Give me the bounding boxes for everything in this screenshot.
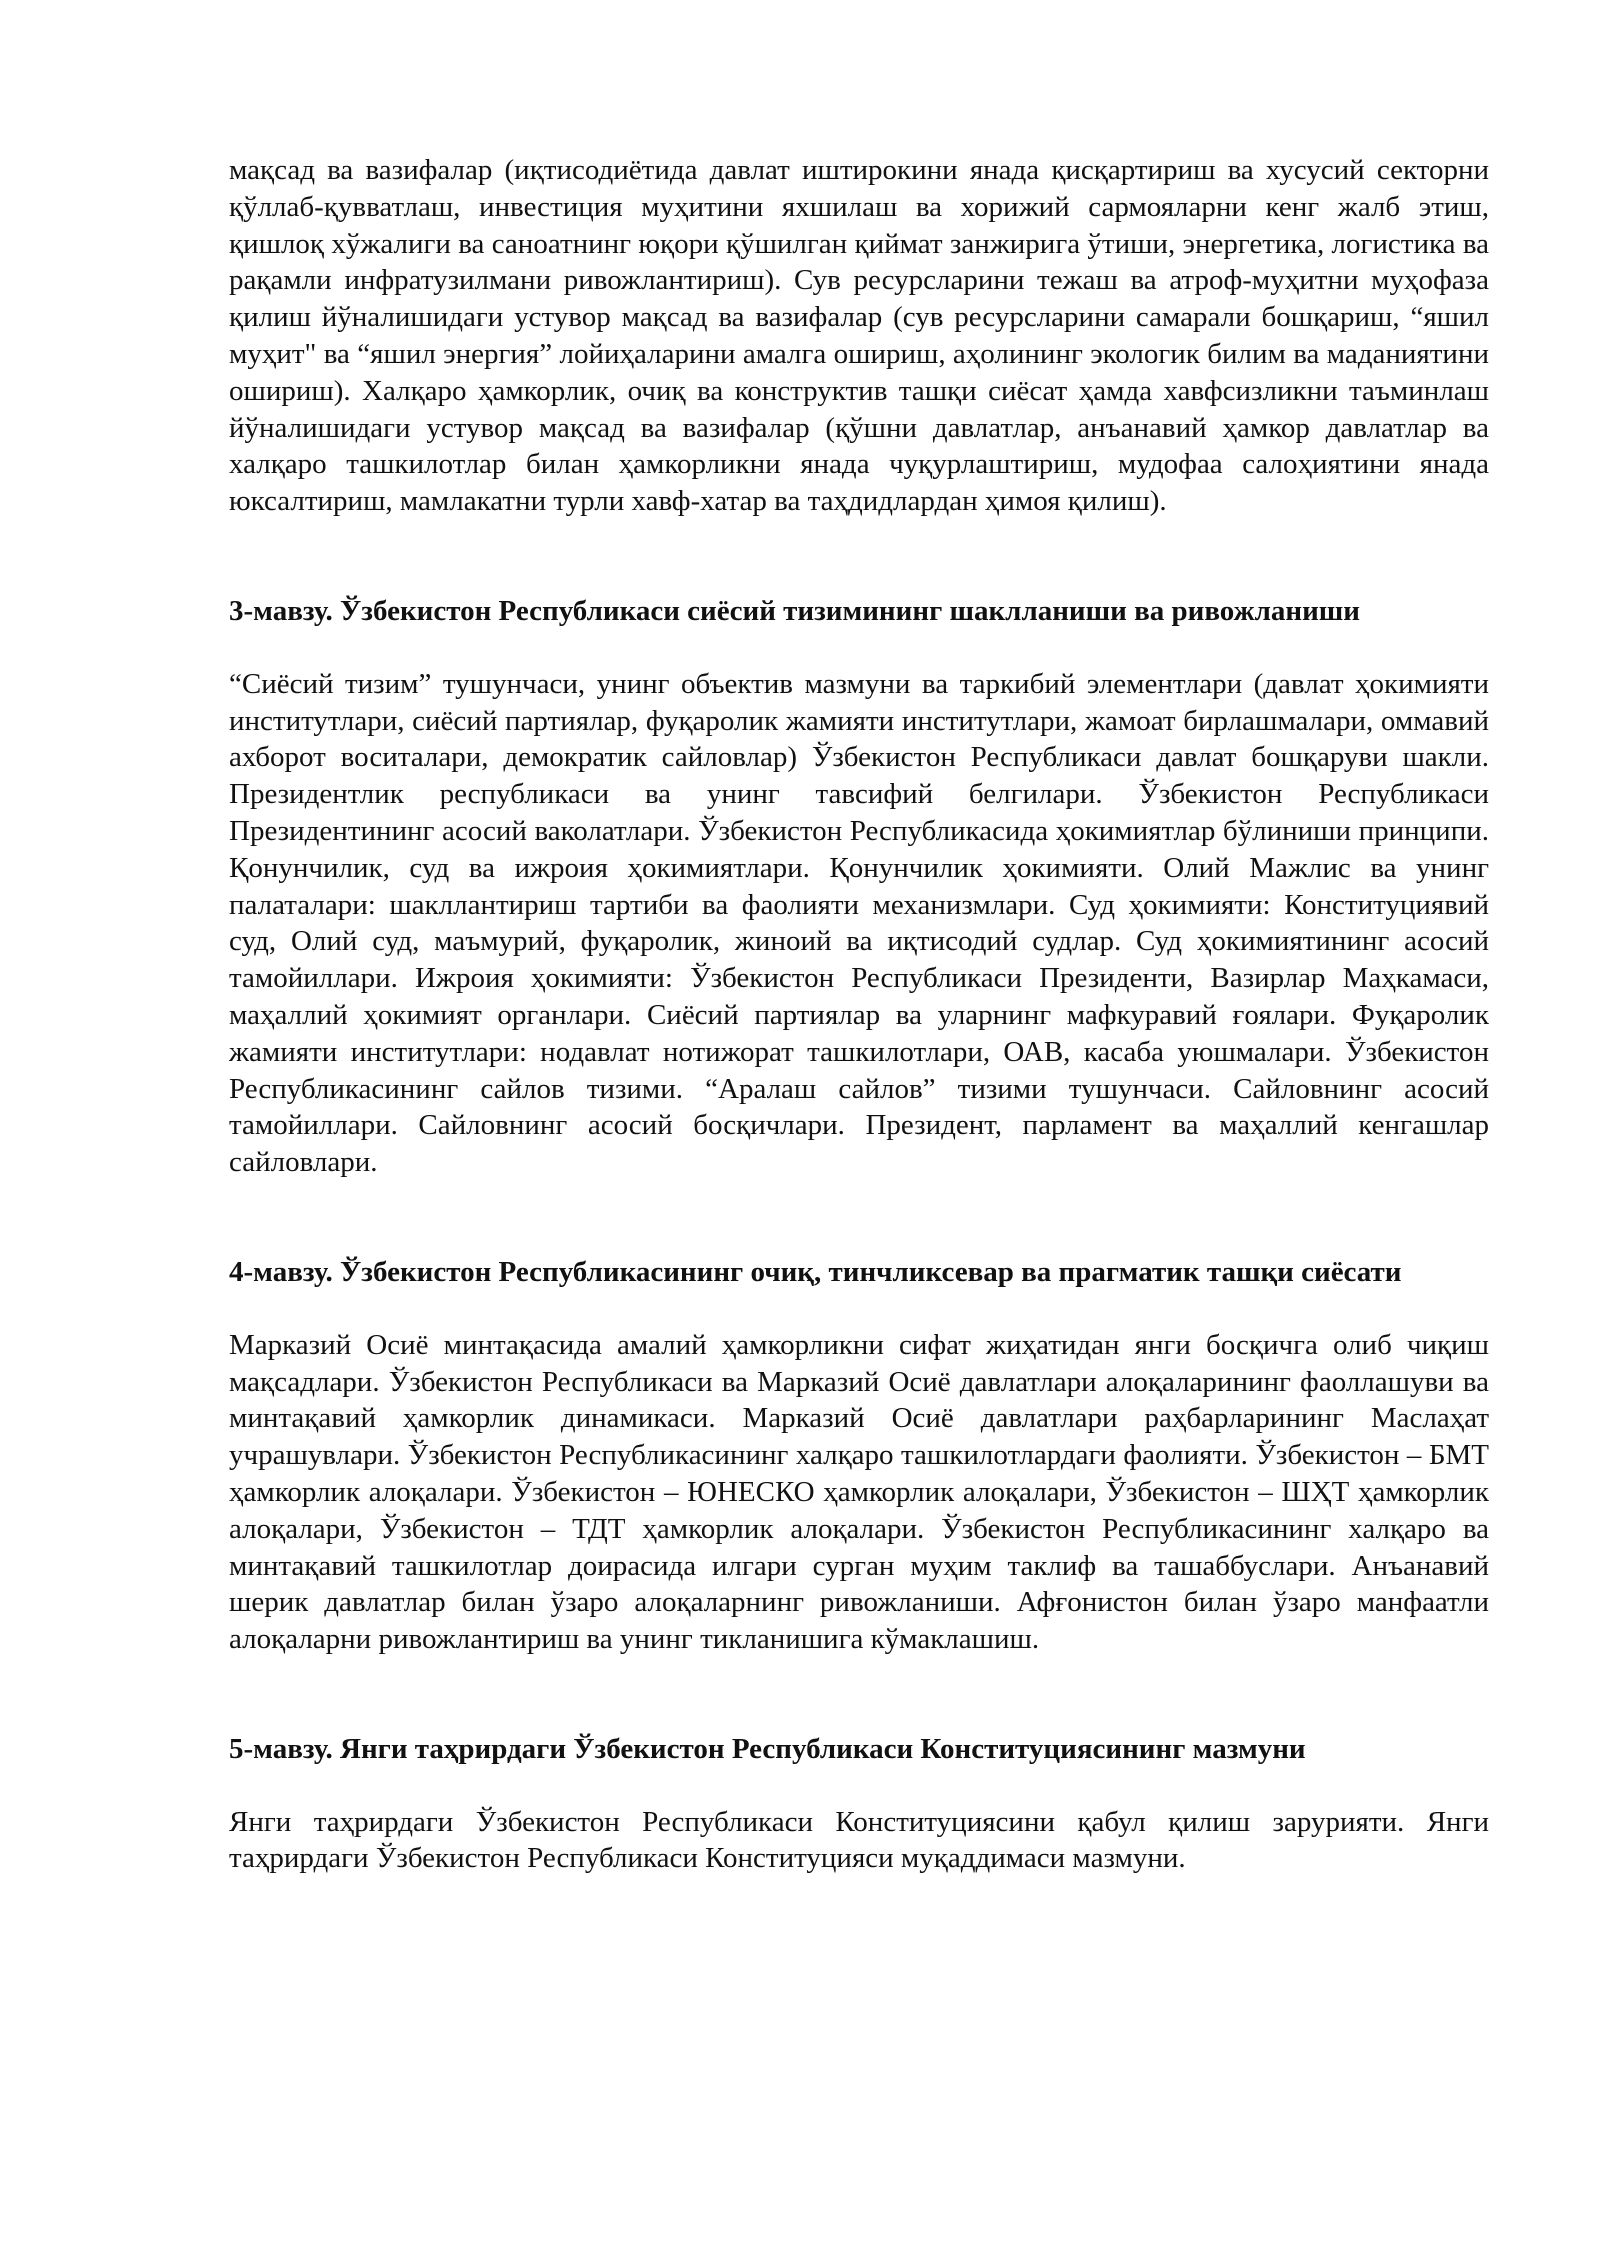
- topic-3-heading: 3-мавзу. Ўзбекистон Республикаси сиёсий тизимининг шаклланиши ва ривожланиши: [229, 594, 1360, 627]
- topic-5-body: Янги таҳрирдаги Ўзбекистон Республикаси Конституциясини қабул қилиш зарурияти. Янги таҳрирдаги Ўзбекистон Республикаси Конституцияси муқаддимаси мазмуни.: [229, 1805, 1489, 1875]
- topic-3-body: “Сиёсий тизим” тушунчаси, унинг объектив мазмуни ва таркибий элементлари (давлат ҳокимияти институтлари, сиёсий партиялар, фуқаролик жамияти институтлари, жамоат бирлашмалари, оммавий ахборот воситалари, демократик сайловлар) Ўзбекистон Республикаси давлат бошқаруви шакли. Президентлик республикаси ва унинг тавсифий белгилари. Ўзбекистон Республикаси Президентининг асосий ваколатлари. Ўзбекистон Республикасида ҳокимиятлар бўлиниши принципи. Қонунчилик, суд ва ижроия ҳокимиятлари. Қонунчилик ҳокимияти. Олий Мажлис ва унинг палаталари: шакллантириш тартиби ва фаолияти механизмлари. Суд ҳокимияти: Конституциявий суд, Олий суд, маъмурий, фуқаролик, жиноий ва иқтисодий судлар. Суд ҳокимиятининг асосий тамойиллари. Ижроия ҳокимияти: Ўзбекистон Республикаси Президенти, Вазирлар Маҳкамаси, маҳаллий ҳокимият органлари. Сиёсий партиялар ва уларнинг мафкуравий ғоялари. Фуқаролик жамияти институтлари: нодавлат нотижорат ташкилотлари, ОАВ, касаба уюшмалари. Ўзбекистон Республикасининг сайлов тизими. “Аралаш сайлов” тизими тушунчаси. Сайловнинг асосий тамойиллари. Сайловнинг асосий босқичлари. Президент, парламент ва маҳаллий кенгашлар сайловлари.: [229, 667, 1489, 1179]
- document-page: [229, 152, 1489, 1877]
- topic-5-heading: 5-мавзу. Янги таҳрирдаги Ўзбекистон Республикаси Конституциясининг мазмуни: [229, 1732, 1306, 1765]
- topic-4-heading: 4-мавзу. Ўзбекистон Республикасининг очиқ, тинчликсевар ва прагматик ташқи сиёсати: [229, 1255, 1402, 1288]
- intro-paragraph: мақсад ва вазифалар (иқтисодиётида давлат иштирокини янада қисқартириш ва хусусий секторни қўллаб-қувватлаш, инвестиция муҳитини яхшилаш ва хорижий сармояларни кенг жалб этиш, қишлоқ хўжалиги ва саноатнинг юқори қўшилган қиймат занжирига ўтиши, энергетика, логистика ва рақамли инфратузилмани ривожлантириш). Сув ресурсларини тежаш ва атроф-муҳитни муҳофаза қилиш йўналишидаги устувор мақсад ва вазифалар (сув ресурсларини самарали бошқариш, “яшил муҳит" ва “яшил энергия” лойиҳаларини амалга ошириш, аҳолининг экологик билим ва маданиятини ошириш). Халқаро ҳамкорлик, очиқ ва конструктив ташқи сиёсат ҳамда хавфсизликни таъминлаш йўналишидаги устувор мақсад ва вазифалар (қўшни давлатлар, анъанавий ҳамкор давлатлар ва халқаро ташкилотлар билан ҳамкорликни янада чуқурлаштириш, мудофаа салоҳиятини янада юксалтириш, мамлакатни турли хавф-хатар ва таҳдидлардан ҳимоя қилиш).: [229, 154, 1489, 518]
- topic-4-body: Марказий Осиё минтақасида амалий ҳамкорликни сифат жиҳатидан янги босқичга олиб чиқиш мақсадлари. Ўзбекистон Республикаси ва Марказий Осиё давлатлари алоқаларининг фаоллашуви ва минтақавий ҳамкорлик динамикаси. Марказий Осиё давлатлари раҳбарларининг Маслаҳат учрашувлари. Ўзбекистон Республикасининг халқаро ташкилотлардаги фаолияти. Ўзбекистон – БМТ ҳамкорлик алоқалари. Ўзбекистон – ЮНЕСКО ҳамкорлик алоқалари, Ўзбекистон – ШҲТ ҳамкорлик алоқалари, Ўзбекистон – ТДТ ҳамкорлик алоқалари. Ўзбекистон Республикасининг халқаро ва минтақавий ташкилотлар доирасида илгари сурган муҳим таклиф ва ташаббуслари. Анъанавий шерик давлатлар билан ўзаро алоқаларнинг ривожланиши. Афғонистон билан ўзаро манфаатли алоқаларни ривожлантириш ва унинг тикланишига кўмаклашиш.: [229, 1328, 1489, 1656]
